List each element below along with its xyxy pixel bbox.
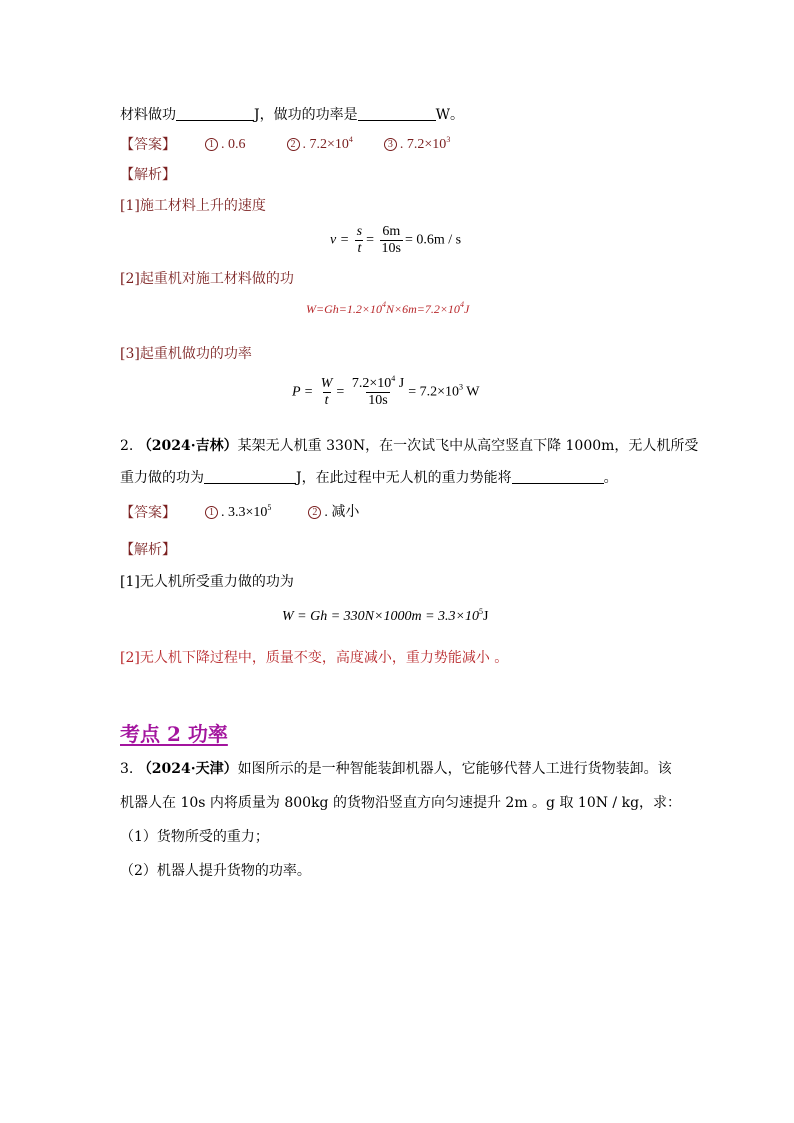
formula-rhs-exp: 3 bbox=[458, 382, 463, 392]
p1-text2: J，做功的功率是 bbox=[254, 107, 358, 123]
formula-rhs-unit: W bbox=[462, 384, 480, 400]
circled-number-1: 1 bbox=[205, 506, 218, 519]
fraction bbox=[350, 376, 406, 409]
question-3-sub1: （1）货物所受的重力； bbox=[120, 829, 269, 845]
formula-exp: 5 bbox=[478, 607, 483, 616]
formula-exp: 4 bbox=[381, 300, 386, 309]
answer-value-2: . 减小 bbox=[324, 505, 360, 520]
circled-number-2: 2 bbox=[287, 138, 300, 151]
q2-step2-text: [2]无人机下降过程中，质量不变，高度减小，重力势能减小 。 bbox=[120, 650, 509, 666]
question-2-line1 bbox=[120, 437, 698, 455]
answer-value-3-exp: 3 bbox=[446, 135, 451, 144]
question-number: 3. bbox=[120, 761, 134, 777]
formula-unit: J bbox=[482, 609, 489, 624]
fraction-numerator bbox=[350, 376, 406, 392]
question-source: （2024·吉林） bbox=[137, 438, 238, 454]
formula-exp: 4 bbox=[459, 300, 464, 309]
fraction-denominator: t bbox=[324, 393, 329, 408]
fraction bbox=[380, 224, 403, 257]
answer-line bbox=[120, 136, 176, 154]
question-3-sub2: （2）机器人提升货物的功率。 bbox=[120, 863, 311, 879]
analysis-label: 【解析】 bbox=[120, 542, 176, 558]
formula-rhs: = 0.6m / s bbox=[404, 232, 462, 248]
fraction bbox=[355, 224, 364, 257]
circled-number-1: 1 bbox=[205, 138, 218, 151]
fraction-numerator: s bbox=[356, 224, 363, 239]
p1-text3: W。 bbox=[435, 107, 465, 123]
formula-lhs: P = bbox=[292, 384, 314, 400]
answer-values bbox=[205, 504, 359, 522]
question-source: （2024·天津） bbox=[137, 761, 238, 777]
step3-text: [3]起重机做功的功率 bbox=[120, 346, 252, 362]
question-number: 2. bbox=[120, 438, 134, 454]
power-formula bbox=[292, 376, 479, 409]
formula-rhs: = 7.2×10 bbox=[408, 384, 459, 400]
answer-blank bbox=[176, 106, 254, 121]
equals: = bbox=[336, 384, 345, 400]
formula-lhs: v = bbox=[330, 232, 350, 248]
answer-value-2-exp: 4 bbox=[348, 135, 353, 144]
equals: = bbox=[366, 232, 375, 248]
question-text: 如图所示的是一种智能装卸机器人，它能够代替人工进行货物装卸。该 bbox=[237, 761, 672, 777]
question-text: 。 bbox=[603, 470, 618, 486]
answer-value-1-exp: 5 bbox=[267, 503, 272, 512]
question-3-line1 bbox=[120, 760, 672, 778]
fraction-denominator: t bbox=[357, 241, 362, 256]
answer-value-2: . 7.2×10 bbox=[302, 137, 349, 152]
answer-value-1: . 3.3×10 bbox=[221, 505, 268, 520]
question-text: 重力做的功为 bbox=[120, 470, 204, 486]
formula: W = Gh = 330N×1000m = 3.3×10 bbox=[282, 609, 479, 624]
analysis-label: 【解析】 bbox=[120, 167, 176, 183]
p1-text1: 材料做功 bbox=[120, 107, 176, 123]
answer-label: 【答案】 bbox=[120, 137, 176, 153]
q2-work-formula bbox=[282, 609, 488, 625]
answer-label: 【答案】 bbox=[120, 505, 176, 521]
fraction-denominator: 10s bbox=[381, 241, 401, 256]
question-text: J，在此过程中无人机的重力势能将 bbox=[296, 470, 512, 486]
fraction bbox=[319, 376, 335, 409]
numerator-value: 7.2×10 bbox=[351, 376, 392, 391]
formula-part: N×6m=7.2×10 bbox=[385, 302, 460, 316]
step2-text: [2]起重机对施工材料做的功 bbox=[120, 271, 294, 287]
question-continuation bbox=[120, 106, 464, 124]
fraction-numerator: 6m bbox=[382, 224, 401, 239]
section-heading: 考点 2 功率 bbox=[120, 722, 228, 746]
answer-value-1: . 0.6 bbox=[221, 137, 246, 152]
formula-part: W=Gh=1.2×10 bbox=[306, 302, 382, 316]
question-2-line2 bbox=[120, 469, 618, 487]
numerator-unit: J bbox=[395, 376, 405, 391]
question-3-line2: 机器人在 10s 内将质量为 800kg 的货物沿竖直方向匀速提升 2m 。g 取 10N / kg，求： bbox=[120, 795, 682, 811]
circled-number-2: 2 bbox=[308, 506, 321, 519]
q2-step1-text: [1]无人机所受重力做的功为 bbox=[120, 574, 294, 590]
work-formula bbox=[306, 302, 469, 317]
answer-blank bbox=[512, 469, 604, 484]
circled-number-3: 3 bbox=[384, 138, 397, 151]
answer-blank bbox=[204, 469, 296, 484]
formula-part: J bbox=[463, 302, 470, 316]
answer-value-3: . 7.2×10 bbox=[399, 137, 447, 152]
step1-text: [1]施工材料上升的速度 bbox=[120, 198, 266, 214]
fraction-numerator: W bbox=[320, 376, 333, 391]
velocity-formula bbox=[330, 224, 461, 257]
answer-values bbox=[205, 136, 450, 154]
question-text: 某架无人机重 330N，在一次试飞中从高空竖直下降 1000m，无人机所受 bbox=[237, 438, 699, 454]
numerator-exp: 4 bbox=[391, 374, 396, 383]
answer-blank bbox=[358, 106, 436, 121]
fraction-denominator: 10s bbox=[368, 393, 388, 408]
